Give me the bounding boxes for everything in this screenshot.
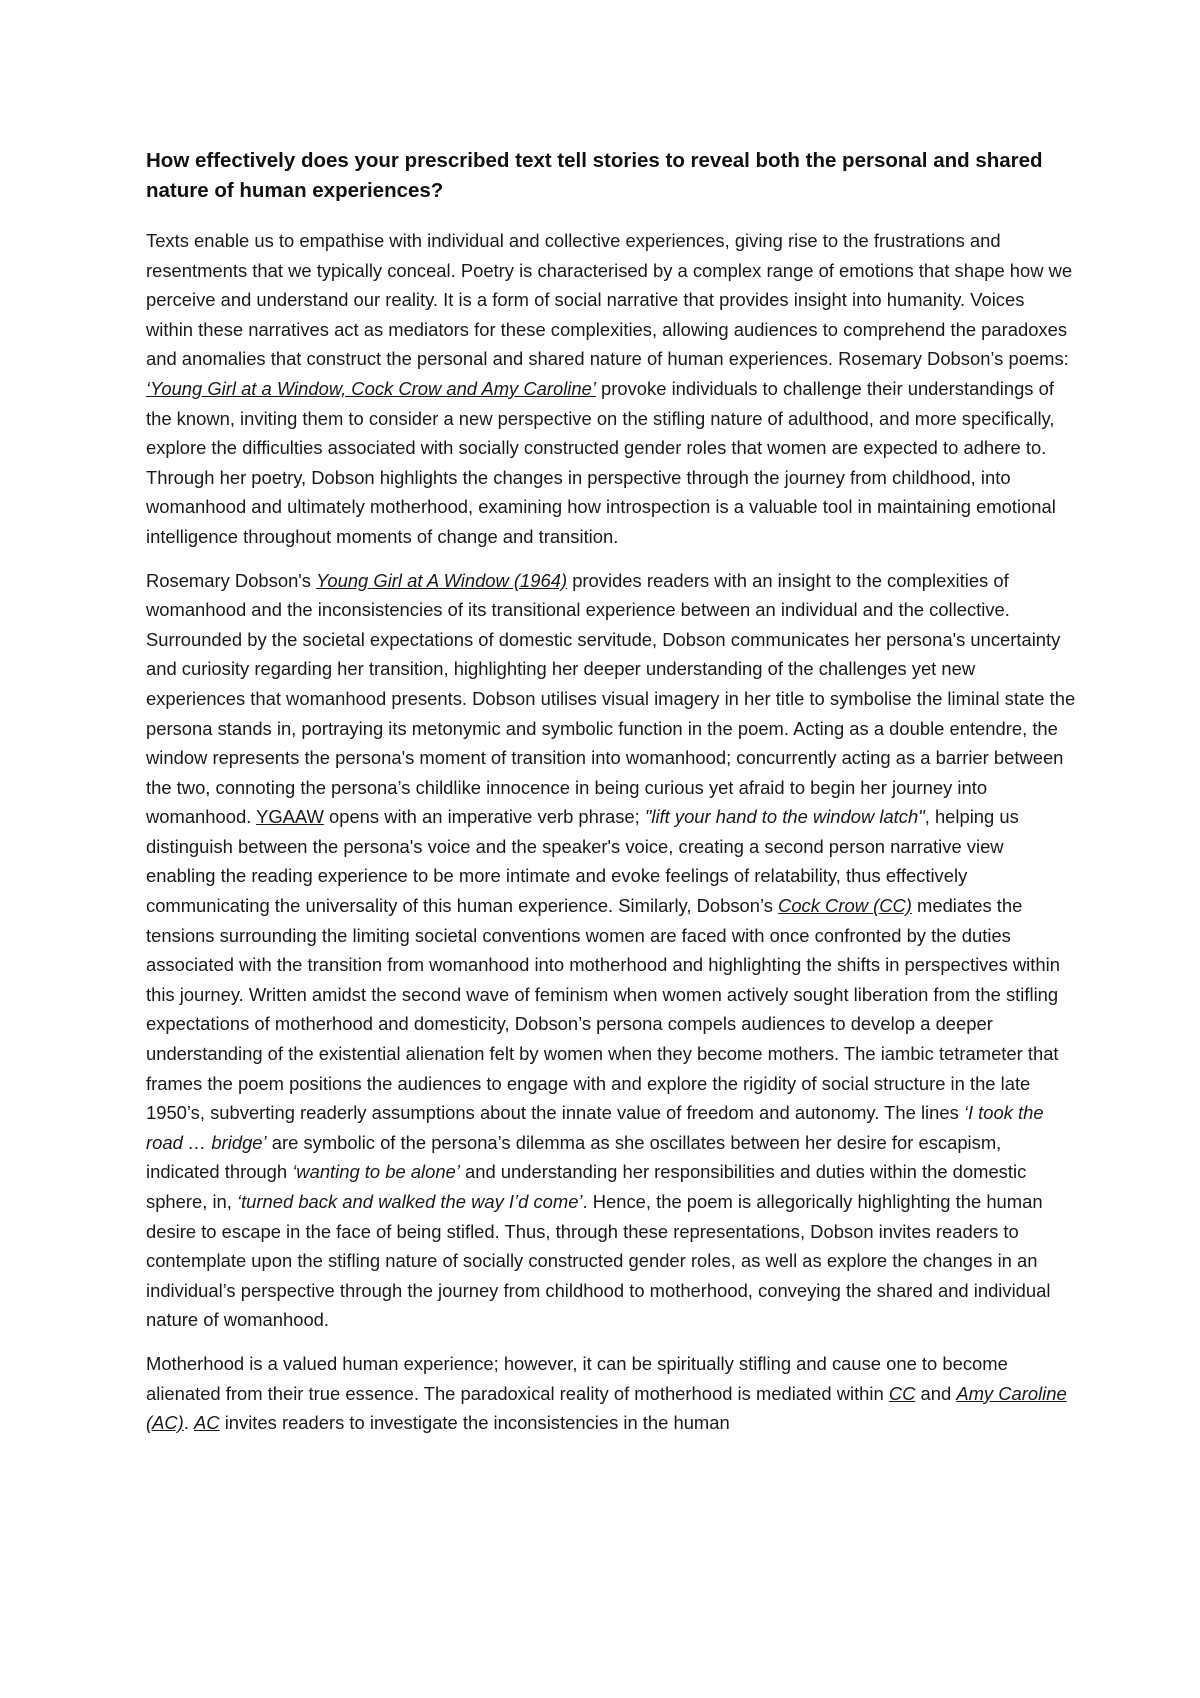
emphasized-text: AC (194, 1412, 220, 1434)
emphasized-text: ‘I took the road … bridge’ (146, 1102, 1044, 1153)
paragraph-text: Motherhood is a valued human experience; however, it can be spiritually stifling and cause one to become alienated from their true essence. The paradoxical reality of motherhood is mediated within (146, 1352, 1008, 1404)
paragraph-text: opens with an imperative verb phrase; (323, 806, 645, 828)
emphasized-text: CC (888, 1382, 916, 1404)
paragraph-text: provides readers with an insight to the complexities of womanhood and the inconsistencies of its transitional experience between an individual and the collective. Surrounded by the societal expectations of domestic servitude, Dobson communicates her persona's uncertainty and curiosity regarding her transition, highlighting her deeper understanding of the challenges yet new experiences that womanhood presents. Dobson utilises visual imagery in her title to symbolise the liminal state the persona stands in, portraying its metonymic and symbolic function in the poem. Acting as a double entendre, the window represents the persona's moment of transition into womanhood; concurrently acting as a barrier between the two, connoting the persona’s childlike innocence in being curious yet afraid to begin her journey into womanhood. (146, 569, 1076, 828)
emphasized-text: "lift your hand to the window latch" (644, 806, 925, 828)
essay-question-heading: How effectively does your prescribed text tell stories to reveal both the personal and shared nature of human experiences? (146, 149, 1043, 202)
paragraph-text: and understanding her responsibilities and duties within the domestic sphere, in, (146, 1161, 1027, 1212)
emphasized-text: Amy Caroline (AC) (146, 1382, 1067, 1434)
emphasized-text: ‘wanting to be alone’ (292, 1161, 460, 1183)
paragraph-text: and (915, 1382, 957, 1404)
paragraph-text: invites readers to investigate the inconsistencies in the human (219, 1412, 730, 1434)
paragraph-text: provoke individuals to challenge their understandings of the known, inviting them to consider a new perspective on the stifling nature of adulthood, and more specifically, explore the difficulties associated with socially constructed gender roles that women are expected to adhere to. Through her poetry, Dobson highlights the changes in perspective through the journey from childhood, into womanhood and ultimately motherhood, examining how introspection is a valuable tool in maintaining emotional intelligence throughout moments of change and transition. (146, 377, 1056, 547)
emphasized-text: ‘turned back and walked the way I’d come’ (236, 1191, 583, 1212)
essay-paragraph (146, 566, 1076, 1335)
emphasized-text: YGAAW (256, 806, 324, 828)
paragraph-text: are symbolic of the persona’s dilemma as she oscillates between her desire for escapism, indicated through (146, 1131, 1002, 1183)
paragraph-text: , helping us distinguish between the persona's voice and the speaker's voice, creating a second person narrative view enabling the reading experience to be more intimate and evoke feelings of relatability, thus effectively communicating the universality of this human experience. Similarly, Dobson’s (146, 806, 1019, 917)
emphasized-text: Young Girl at A Window (1964) (316, 569, 568, 591)
emphasized-text: ‘Young Girl at a Window, Cock Crow and Amy Caroline’ (146, 377, 596, 399)
paragraph-text: Rosemary Dobson's (146, 569, 317, 591)
essay-body (146, 146, 1076, 1452)
paragraph-text: Texts enable us to empathise with individual and collective experiences, giving rise to the frustrations and resentments that we typically conceal. Poetry is characterised by a complex range of emotions that shape how we perceive and understand our reality. It is a form of social narrative that provides insight into humanity. Voices within these narratives act as mediators for these complexities, allowing audiences to comprehend the paradoxes and anomalies that construct the personal and shared nature of human experiences. Rosemary Dobson’s poems: (146, 230, 1073, 370)
essay-paragraph (146, 1349, 1076, 1438)
paragraph-text: . (183, 1412, 195, 1434)
essay-paragraph (146, 226, 1076, 552)
essay-paragraphs (146, 226, 1076, 1438)
paragraph-text: mediates the tensions surrounding the limiting societal conventions women are faced with once confronted by the duties associated with the transition from womanhood into motherhood and highlighting the shifts in perspectives within this journey. Written amidst the second wave of feminism when women actively sought liberation from the stifling expectations of motherhood and domesticity, Dobson’s persona compels audiences to develop a deeper understanding of the existential alienation felt by women when they become mothers. The iambic tetrameter that frames the poem positions the audiences to engage with and explore the rigidity of social structure in the late 1950’s, subverting readerly assumptions about the innate value of freedom and autonomy. The lines (146, 895, 1060, 1124)
emphasized-text: Cock Crow (CC) (778, 895, 912, 917)
paragraph-text: . Hence, the poem is allegorically highlighting the human desire to escape in the face of being stifled. Thus, through these representations, Dobson invites readers to contemplate upon the stifling nature of socially constructed gender roles, as well as explore the changes in an individual’s perspective through the journey from childhood to motherhood, conveying the shared and individual nature of womanhood. (146, 1191, 1051, 1331)
